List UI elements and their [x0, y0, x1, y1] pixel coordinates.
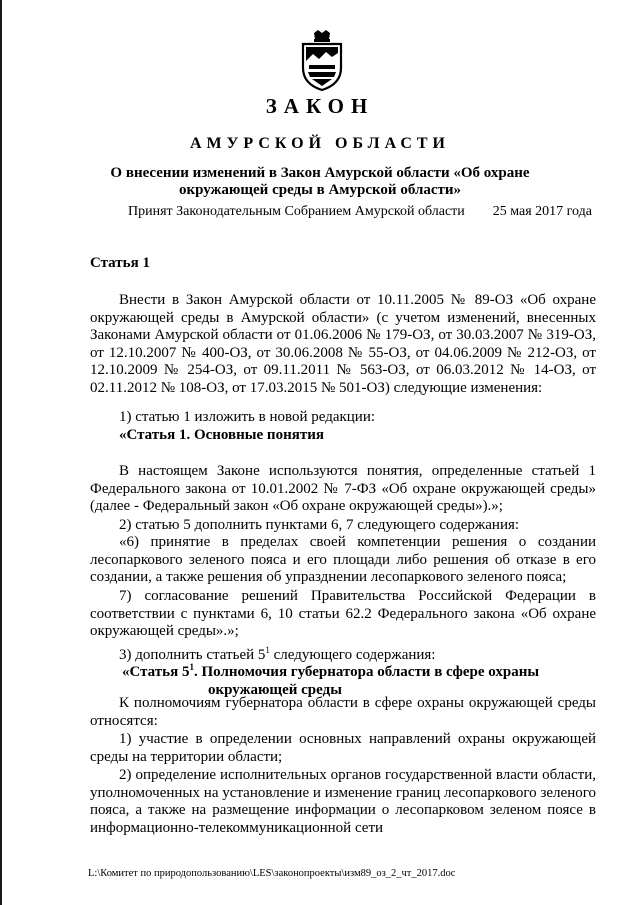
article-5-1-heading: «Статья $5^1$. Полномочия губернатора области в сфере охраны окружающей среды	[122, 662, 540, 698]
item-2-point-6: «6) принятие в пределах своей компетенции решения о создании лесопаркового зеленого пояса и его площади либо решения об отказе в его создании, а также решения об упразднении лесопаркового зеленого пояса;	[90, 534, 596, 586]
adoption-date: 25 мая 2017 года	[492, 204, 592, 219]
file-path-footer: L:\Комитет по природопользованию\LES\законопроекты\изм89_оз_2_чт_2017.doc	[88, 868, 456, 879]
article-5-1-point-2: 2) определение исполнительных органов государственной власти области, уполномоченных на установление и изменение границ лесопаркового зеленого пояса, а также на размещение информации о лесопарковом зеленом поясе в информационно-телекоммуникационной сети	[90, 767, 596, 836]
article-heading: Статья 1	[90, 255, 150, 271]
item-1: 1) статью 1 изложить в новой редакции:	[119, 409, 376, 425]
item-3: 3) дополнить статьей $5^1$ следующего содержания:	[119, 645, 436, 663]
law-title: ЗАКОН	[265, 94, 375, 118]
law-subtitle: О внесении изменений в Закон Амурской области «Об охране окружающей среды в Амурской области»	[110, 165, 530, 198]
article-5-1-point-1: 1) участие в определении основных направлений охраны окружающей среды на территории области;	[90, 731, 596, 765]
article-5-1-intro: К полномочиям губернатора области в сфере охраны окружающей среды относятся:	[90, 695, 596, 729]
item-2-point-7: 7) согласование решений Правительства Российской Федерации в соответствии с пунктами 6, 10 статьи 62.2 Федерального закона «Об охране окружающей среды».»;	[90, 588, 596, 640]
article-1-heading: «Статья 1. Основные понятия	[119, 427, 324, 443]
adopted-by: Принят Законодательным Собранием Амурской области	[128, 204, 465, 219]
article-1-text: В настоящем Законе используются понятия, определенные статьей 1 Федерального закона от 10.01.2002 № 7-ФЗ «Об охране окружающей среды» (далее - Федеральный закон «Об охране окружающей среды»).»;	[90, 463, 596, 515]
item-2: 2) статью 5 дополнить пунктами 6, 7 следующего содержания:	[119, 517, 520, 533]
region-title: АМУРСКОЙ ОБЛАСТИ	[190, 135, 450, 152]
coat-of-arms-icon	[297, 30, 347, 92]
intro-paragraph: Внести в Закон Амурской области от 10.11.2005 № 89-ОЗ «Об охране окружающей среды в Амурской области» (с учетом изменений, внесенных Законами Амурской области от 01.06.2006 № 179-ОЗ, от 30.03.2007 № 319-ОЗ, от 12.10.2007 № 400-ОЗ, от 30.06.2008 № 55-ОЗ, от 04.06.2009 № 212-ОЗ, от 12.10.2009 № 254-ОЗ, от 09.11.2011 № 563-ОЗ, от 06.03.2012 № 14-ОЗ, от 02.11.2012 № 108-ОЗ, от 17.03.2015 № 501-ОЗ) следующие изменения:	[90, 292, 596, 396]
